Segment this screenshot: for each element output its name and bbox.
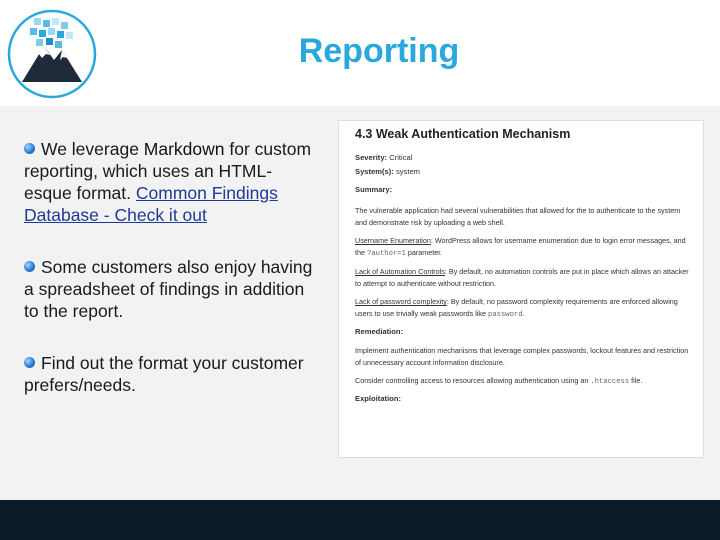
bullet-item-format — [24, 352, 319, 396]
remediation-htaccess: Consider controlling access to resources allowing authentication using an .htaccess file. — [355, 376, 643, 386]
report-heading: 4.3 Weak Authentication Mechanism — [355, 127, 571, 141]
bullet-item-spreadsheet — [24, 256, 319, 322]
bullet-text: We leverage — [41, 139, 144, 159]
findings-database-link[interactable]: Common Findings Database - Check it out — [24, 183, 278, 225]
systems-value: systеm — [395, 167, 421, 176]
finding-automation-controls: Lack of Automation Controls: By default, no automation controls are put in place which allows an attacker to attempt to authenticate without restriction. — [355, 267, 689, 288]
report-screenshot — [338, 120, 704, 458]
bullet-dot-icon — [24, 143, 35, 154]
bullet-text: Find out the format your customer prefers/needs. — [24, 353, 304, 395]
finding-password-complexity: Lack of password complexity: By default, no password complexity requirements are enforced allowing users to use trivially weak passwords like password. — [355, 297, 678, 319]
slide-header — [0, 0, 720, 106]
bullet-bold-term: Markdown — [143, 139, 225, 159]
remediation-text: Implement authentication mechanisms that leverage complex passwords, lockout features and restriction of unnecessary account information disclosure. — [355, 346, 689, 367]
severity-row: Severity: Critical — [355, 153, 413, 162]
severity-value: Critical — [389, 153, 413, 162]
remediation-label: Remediation: — [355, 327, 404, 336]
bullet-text: for custom reporting, which uses an HTML-esque format. — [24, 139, 312, 203]
systems-row: System(s): systеm — [355, 167, 421, 176]
finding-username-enumeration: Username Enumeration: WordPress allows for username enumeration due to login error messages, and the ?author=1 parameter. — [355, 236, 686, 258]
slide-title: Reporting — [298, 32, 460, 70]
bullet-dot-icon — [24, 357, 35, 368]
bullet-text: Some customers also enjoy having a spreadsheet of findings in addition to the report. — [24, 257, 313, 321]
bullet-list — [24, 138, 319, 426]
summary-label: Summary: — [355, 185, 393, 194]
bullet-dot-icon — [24, 261, 35, 272]
bullet-item-markdown — [24, 138, 319, 226]
summary-text: The vulnerable application had several vulnerabilities that allowed for the to authenticate to the system and demonstrate risk by uploading a web shell. — [355, 206, 681, 227]
slide-footer-bar — [0, 500, 720, 540]
exploitation-label: Exploitation: — [355, 394, 401, 403]
